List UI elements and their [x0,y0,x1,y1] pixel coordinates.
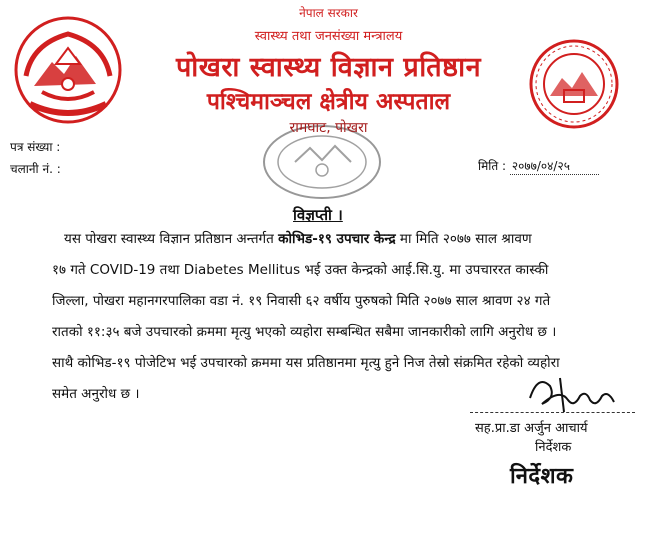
paragraph-2-line-1: साथै कोभिड-१९ पोजेटिभ भई उपचारको क्रममा यस प्रतिष्ठानमा मृत्यु हुने निज तेस्रो संक्रमित रहेको व्यहोरा [52,355,560,371]
institution-name: पोखरा स्वास्थ्य विज्ञान प्रतिष्ठान [175,52,482,83]
paragraph-1-line-4: रातको ११:३५ बजे उपचारको क्रममा मृत्यु भएको व्यहोरा सम्बन्धित सबैमा जानकारीको लागि अनुरोध छ । [52,324,557,340]
signature-line [470,412,635,413]
location-line: रामघाट, पोखरा [289,120,368,136]
date-label: मिति : [478,159,507,173]
director-stamp: निर्देशक [510,464,574,489]
hospital-name: पश्चिमाञ्चल क्षेत्रीय अस्पताल [206,89,451,115]
date-row [478,157,599,175]
signer-name: सह.प्रा.डा अर्जुन आचार्य [475,421,588,436]
reference-number-label: पत्र संख्या : [10,140,61,154]
paragraph-2-line-2: समेत अनुरोध छ । [52,386,140,402]
paragraph-text: मा मिति २०७७ साल श्रावण [395,231,532,247]
notice-title: विज्ञप्ती । [293,206,343,224]
handwritten-signature [520,368,630,416]
ministry-line: स्वास्थ्य तथा जनसंख्या मन्त्रालय [254,29,403,44]
signer-title: निर्देशक [535,440,572,455]
notice-paragraph-1 [52,224,637,348]
dispatch-number-label: चलानी नं. : [10,162,61,176]
paragraph-text: यस पोखरा स्वास्थ्य विज्ञान प्रतिष्ठान अन्तर्गत [64,231,279,247]
paragraph-1-line-1 [52,224,637,255]
covid-centre-name: कोभिड-१९ उपचार केन्द्र [278,231,396,247]
date-value: २०७७/०४/२५ [510,157,599,175]
government-line: नेपाल सरकार [299,6,358,20]
paragraph-1-line-3: जिल्ला, पोखरा महानगरपालिका वडा नं. १९ निवासी ६२ वर्षीय पुरुषको मिति २०७७ साल श्रावण २४ गते [52,293,551,309]
paragraph-1-line-2: १७ गते COVID-19 तथा Diabetes Mellitus भई उक्त केन्द्रको आई.सि.यु. मा उपचाररत कास्की [52,262,549,278]
